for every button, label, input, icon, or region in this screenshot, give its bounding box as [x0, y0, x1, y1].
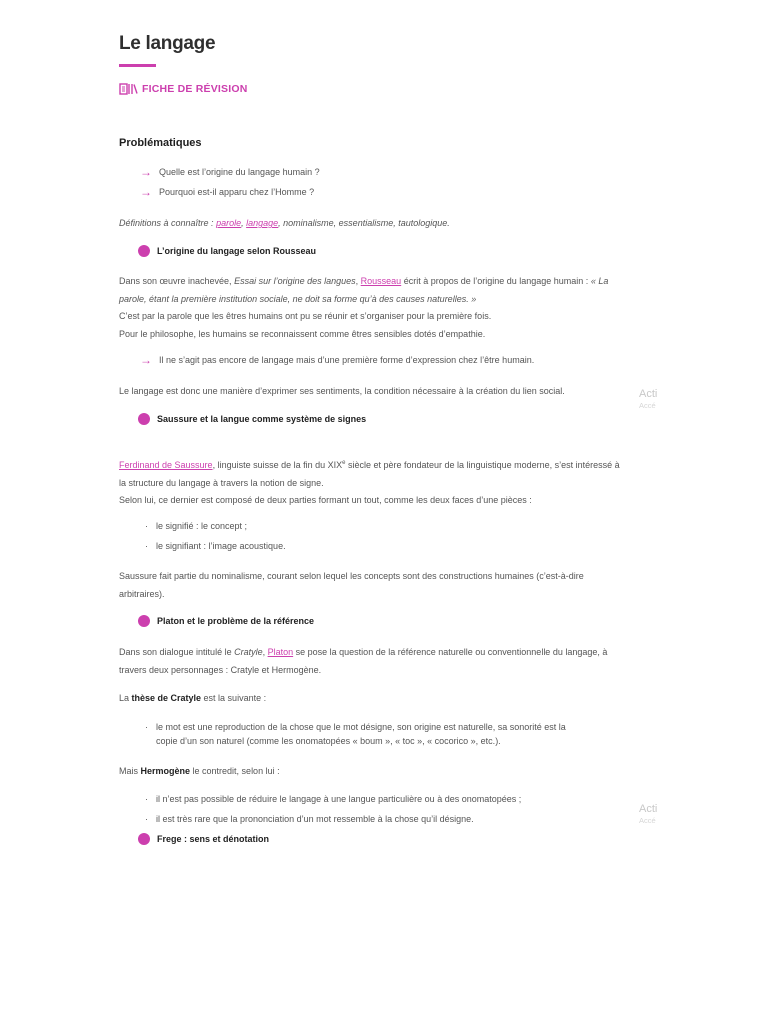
section-heading-rousseau: L’origine du langage selon Rousseau — [138, 245, 316, 257]
arrow-right-icon: → — [140, 185, 152, 199]
circle-dot-icon — [138, 413, 150, 425]
saussure-after: Saussure fait partie du nominalisme, courant selon lequel les concepts sont des constructions humaines (c’est-à-dire arbitraires). — [119, 571, 584, 599]
arrow-right-icon: → — [140, 353, 152, 367]
section-heading-frege: Frege : sens et dénotation — [138, 833, 269, 845]
cratyle-thesis-intro: La thèse de Cratyle est la suivante : — [119, 693, 267, 703]
list-item: · il n’est pas possible de réduire le langage à une langue particulière ou à des onomatopées ; — [145, 794, 522, 804]
definition-link-parole[interactable]: parole — [216, 218, 242, 228]
list-item: → Pourquoi est-il apparu chez l’Homme ? — [140, 185, 315, 199]
rousseau-link[interactable]: Rousseau — [360, 276, 402, 286]
list-item: → Quelle est l’origine du langage humain ? — [140, 165, 320, 179]
book-icon — [119, 83, 138, 95]
badge-label: FICHE DE RÉVISION — [142, 83, 248, 95]
title-underline — [119, 64, 156, 67]
circle-dot-icon — [138, 833, 150, 845]
page-title: Le langage — [119, 33, 216, 54]
list-item: · le signifiant : l’image acoustique. — [145, 541, 286, 551]
list-item: · le signifié : le concept ; — [145, 521, 248, 531]
note-item: → Il ne s’agit pas encore de langage mais d’une première forme d’expression chez l’être humain. — [140, 353, 535, 367]
platon-paragraph: Dans son dialogue intitulé le Cratyle, Platon se pose la question de la référence naturelle ou conventionnelle du langage, à travers deux personnages : Cratyle et Hermogène. — [119, 647, 608, 675]
revision-badge — [119, 83, 248, 95]
problematiques-heading: Problématiques — [119, 137, 202, 149]
saussure-link[interactable]: Ferdinand de Saussure — [119, 460, 213, 470]
activation-watermark: Acti Accé — [639, 803, 658, 825]
rousseau-paragraph: Dans son œuvre inachevée, Essai sur l’origine des langues, Rousseau écrit à propos de l’origine du langage humain : « La parole, étant la première institution sociale, ne doit sa forme qu’à des causes naturelles. » C’est par la parole que les êtres humains ont pu se réunir et s’organiser pour la première fois. Pour le philosophe, les humains se reconnaissent comme êtres sensibles dotés d’empathie. — [119, 276, 609, 339]
saussure-paragraph: Ferdinand de Saussure, linguiste suisse de la fin du XIXe siècle et père fondateur de la linguistique moderne, s’est intéressé à la structure du langage à travers la notion de signe. Selon lui, ce dernier est composé de deux parties formant un tout, comme les deux faces d’une pièces : — [119, 460, 620, 505]
definition-link-langage[interactable]: langage — [246, 218, 279, 228]
hermogene-intro: Mais Hermogène le contredit, selon lui : — [119, 766, 280, 776]
definitions-line: Définitions à connaître : parole, langage, nominalisme, essentialisme, tautologique. — [119, 218, 450, 228]
activation-watermark: Acti Accé — [639, 388, 658, 410]
list-item: · le mot est une reproduction de la chose que le mot désigne, son origine est naturelle, sa sonorité est la copie d’un son naturel (comme les onomatopées « boum », « toc », « cocorico », etc.). — [145, 722, 566, 746]
circle-dot-icon — [138, 245, 150, 257]
list-item: · il est très rare que la prononciation d’un mot ressemble à la chose qu’il désigne. — [145, 814, 474, 824]
circle-dot-icon — [138, 615, 150, 627]
platon-link[interactable]: Platon — [267, 647, 294, 657]
arrow-right-icon: → — [140, 165, 152, 179]
section-heading-saussure: Saussure et la langue comme système de signes — [138, 413, 366, 425]
section-heading-platon: Platon et le problème de la référence — [138, 615, 314, 627]
rousseau-conclusion: Le langage est donc une manière d’exprimer ses sentiments, la condition nécessaire à la création du lien social. — [119, 386, 565, 396]
